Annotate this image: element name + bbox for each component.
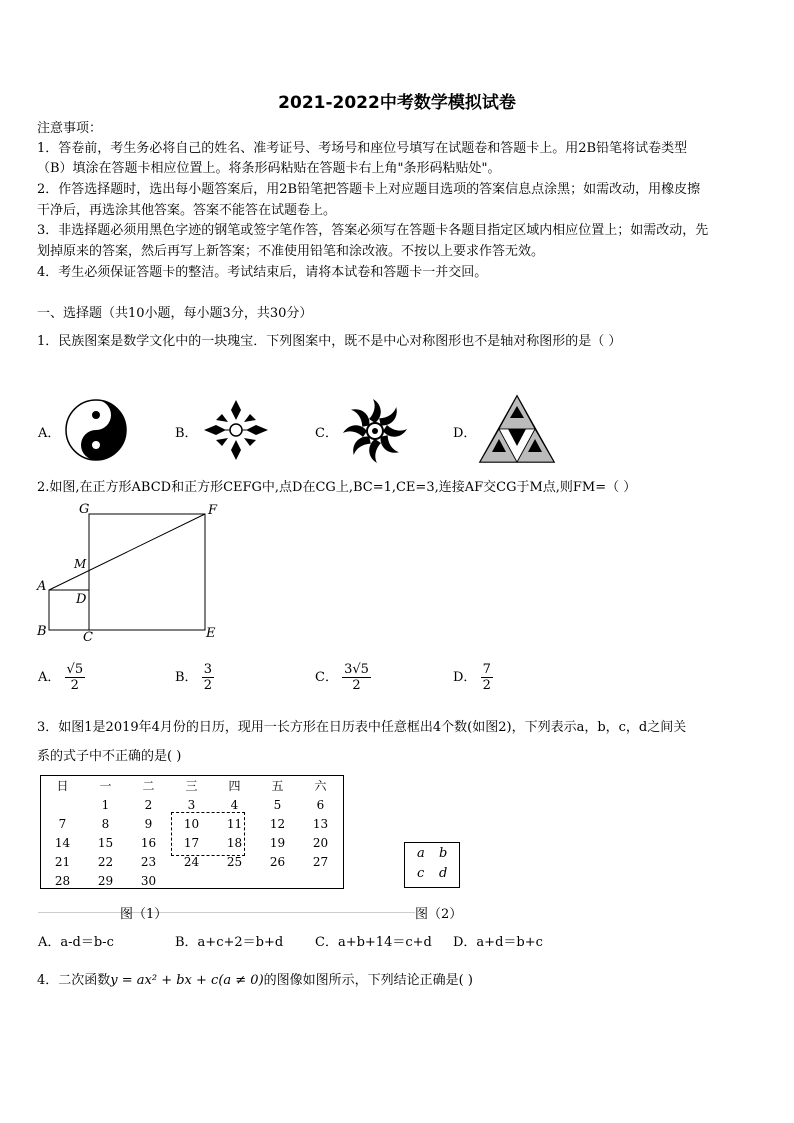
calendar-day (299, 871, 342, 890)
calendar-day: 23 (140, 854, 157, 869)
point-label-c: C (83, 630, 93, 645)
calendar-day: 10 (183, 816, 200, 831)
calendar-day: 2 (144, 797, 153, 812)
figure-2-caption: 图（2） (415, 903, 462, 922)
option-label: C． (315, 670, 338, 685)
calendar-day: 12 (269, 816, 286, 831)
notice-line: 3．非选择题必须用黑色字迹的钢笔或签字笔作答，答案必须写在答题卡各题目指定区域内相应位置上；如需改动，先 (37, 223, 709, 238)
q1-option-a-label: A． (38, 426, 61, 441)
q4-stem-post: 的图像如图所示，下列结论正确是( ) (263, 973, 473, 988)
question-3-stem-1: 3．如图1是2019年4月份的日历，现用一长方形在日历表中任意框出4个数(如图2)，下列表示a，b，c，d之间关 (37, 720, 687, 735)
notice-line: 1．答卷前，考生务必将自己的姓名、准考证号、考场号和座位号填写在试题卷和答题卡上。用2B铅笔将试卷类型 (37, 141, 688, 156)
calendar-day: 19 (269, 835, 286, 850)
fraction-numerator: 3√5 (344, 662, 369, 677)
calendar-day: 25 (226, 854, 243, 869)
option-label: B． (175, 670, 198, 685)
calendar-day: 28 (54, 873, 71, 888)
fig2-a: a (417, 846, 425, 861)
calendar-figure-2 (404, 842, 460, 888)
point-label-a: A (37, 579, 47, 594)
calendar-day: 26 (269, 854, 286, 869)
point-label-d: D (76, 592, 87, 607)
question-3-stem-2: 系的式子中不正确的是( ) (37, 749, 182, 764)
notice-line: （B）填涂在答题卡相应位置上。将条形码粘贴在答题卡右上角"条形码粘贴处"。 (37, 161, 501, 176)
calendar-day: 18 (226, 835, 243, 850)
q4-formula: y = ax² + bx + c(a ≠ 0) (110, 973, 264, 988)
flower-pattern-icon (200, 396, 272, 464)
fraction-denominator: 2 (482, 678, 491, 693)
pinwheel-flower-icon (340, 396, 410, 466)
q1-option-c-label: C． (315, 426, 338, 441)
calendar-day: 22 (97, 854, 114, 869)
point-label-m: M (74, 557, 87, 571)
calendar-day: 11 (226, 816, 243, 831)
question-4-stem (37, 972, 473, 990)
point-label-e: E (206, 626, 216, 641)
calendar-day: 15 (97, 835, 114, 850)
q1-option-d-label: D． (453, 426, 477, 441)
calendar-day: 29 (97, 873, 114, 888)
calendar-day: 27 (312, 854, 329, 869)
section-heading: 一、选择题（共10小题，每小题3分，共30分） (37, 306, 313, 321)
figure-1-caption: 图（1） (120, 907, 168, 922)
notice-line: 2．作答选择题时，选出每小题答案后，用2B铅笔把答题卡上对应题目选项的答案信息点涂黑；如需改动，用橡皮擦 (37, 182, 701, 197)
fraction-numerator: 3 (203, 662, 212, 677)
point-label-b: B (37, 624, 47, 639)
fig2-c: c (417, 866, 425, 881)
option-label: A． (38, 670, 61, 685)
fig2-d: d (439, 866, 448, 881)
notice-line: 划掉原来的答案，然后再写上新答案；不准使用铅笔和涂改液。不按以上要求作答无效。 (37, 244, 545, 259)
fraction-denominator: 2 (203, 678, 212, 693)
calendar-day: 5 (273, 797, 282, 812)
q2-option-d (453, 662, 493, 693)
calendar-day: 17 (183, 835, 200, 850)
caption-divider (38, 912, 458, 913)
calendar-day: 4 (230, 797, 239, 812)
option-label: D． (453, 670, 477, 685)
calendar-day: 20 (312, 835, 329, 850)
q3-option-a: A．a-d＝b-c (38, 935, 114, 950)
yin-yang-icon (64, 398, 128, 462)
fraction-numerator: √5 (66, 662, 84, 677)
calendar-header-row (41, 776, 342, 795)
calendar-figure-1 (40, 775, 344, 889)
calendar-day (256, 871, 299, 890)
q3-option-c: C．a+b+14＝c+d (315, 935, 432, 950)
ornate-triangle-icon (478, 394, 556, 464)
calendar-day: 9 (144, 816, 153, 831)
q2-option-b (175, 662, 214, 693)
q2-option-c (315, 662, 371, 693)
fraction-denominator: 2 (70, 678, 79, 693)
calendar-header-cell: 六 (314, 779, 327, 793)
q2-geometry-figure (34, 500, 234, 645)
calendar-row (41, 871, 342, 890)
notice-heading: 注意事项： (37, 121, 103, 136)
fraction-numerator: 7 (482, 662, 491, 677)
calendar-header-cell: 四 (228, 779, 241, 793)
calendar-day: 14 (54, 835, 71, 850)
calendar-header-cell: 五 (271, 779, 284, 793)
q3-option-b: B．a+c+2＝b+d (175, 935, 284, 950)
question-1-stem: 1．民族图案是数学文化中的一块瑰宝．下列图案中，既不是中心对称图形也不是轴对称图形的是（ ） (37, 334, 622, 349)
q2-option-a (38, 662, 85, 693)
calendar-header-cell: 三 (185, 779, 198, 793)
selection-rectangle (171, 812, 245, 856)
q4-stem-pre: 4．二次函数 (37, 973, 111, 988)
calendar-header-cell: 二 (142, 779, 155, 793)
calendar-day: 24 (183, 854, 200, 869)
q3-option-d: D．a+d＝b+c (453, 935, 543, 950)
point-label-f: F (208, 503, 218, 518)
calendar-day: 3 (187, 797, 196, 812)
question-2-stem: 2.如图,在正方形ABCD和正方形CEFG中,点D在CG上,BC=1,CE=3,连接AF交CG于M点,则FM=（ ） (37, 480, 637, 495)
calendar-header-cell: 一 (99, 779, 112, 793)
fig2-b: b (439, 846, 448, 861)
calendar-day: 16 (140, 835, 157, 850)
notice-line: 干净后，再选涂其他答案。答案不能答在试题卷上。 (37, 203, 337, 218)
calendar-day: 30 (140, 873, 157, 888)
calendar-day: 7 (58, 816, 67, 831)
calendar-header-cell: 日 (56, 779, 69, 793)
point-label-g: G (79, 502, 90, 517)
calendar-day (213, 871, 256, 890)
calendar-day (41, 795, 84, 814)
notice-line: 4．考生必须保证答题卡的整洁。考试结束后，请将本试卷和答题卡一并交回。 (37, 265, 488, 280)
page-title: 2021-2022中考数学模拟试卷 (278, 93, 516, 113)
calendar-day: 21 (54, 854, 71, 869)
calendar-day: 6 (316, 797, 325, 812)
calendar-day (170, 871, 213, 890)
calendar-day: 13 (312, 816, 329, 831)
fraction-denominator: 2 (352, 678, 361, 693)
q1-option-b-label: B． (175, 426, 198, 441)
calendar-day: 8 (101, 816, 110, 831)
calendar-day: 1 (101, 797, 110, 812)
